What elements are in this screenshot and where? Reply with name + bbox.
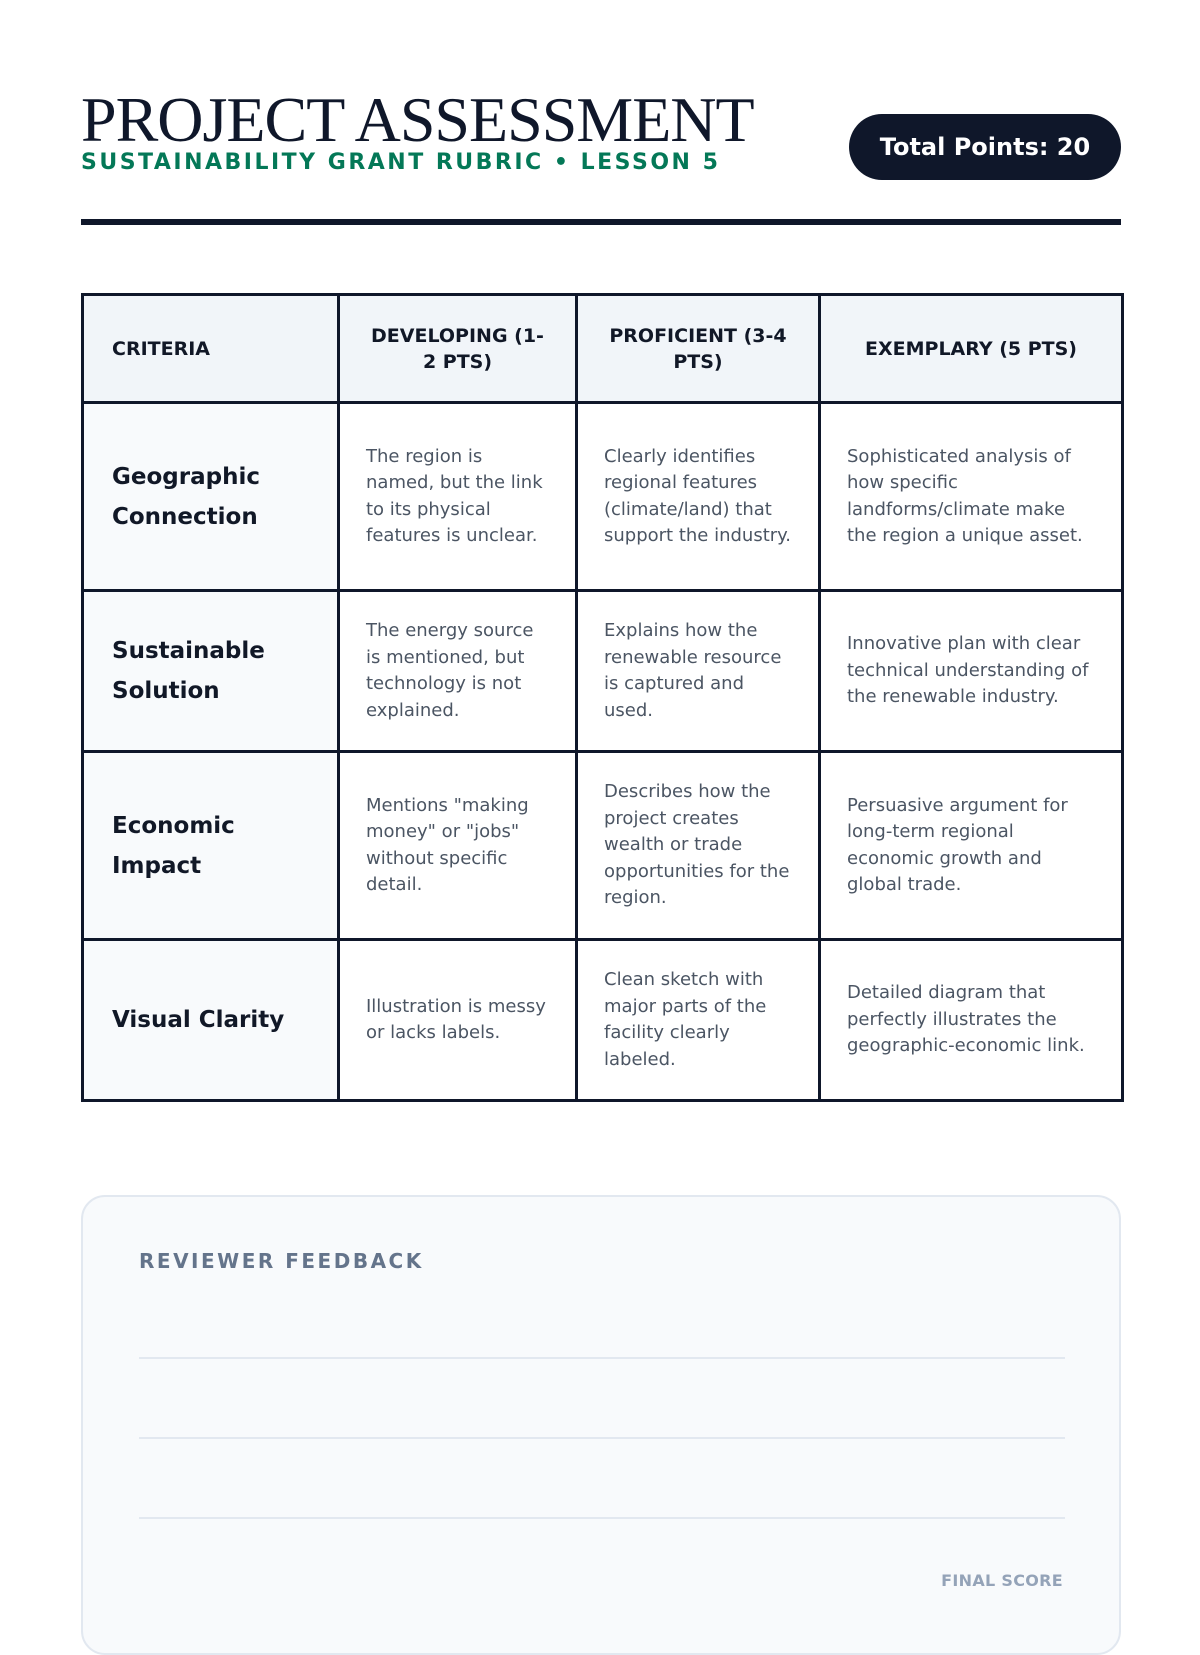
proficient-description: Explains how the renewable resource is captured and used. xyxy=(577,591,820,752)
developing-description: Mentions "making money" or "jobs" without specific detail. xyxy=(339,752,577,940)
developing-description: Illustration is messy or lacks labels. xyxy=(339,940,577,1101)
column-header-criteria: CRITERIA xyxy=(83,295,339,403)
feedback-writing-line xyxy=(139,1437,1065,1439)
rubric-header-row xyxy=(83,295,1123,403)
page-subtitle: SUSTAINABILITY GRANT RUBRIC • LESSON 5 xyxy=(81,150,721,175)
proficient-description: Describes how the project creates wealth or trade opportunities for the region. xyxy=(577,752,820,940)
header-divider xyxy=(81,219,1121,225)
feedback-writing-line xyxy=(139,1517,1065,1519)
column-header-exemplary: EXEMPLARY (5 PTS) xyxy=(820,295,1123,403)
exemplary-description: Detailed diagram that perfectly illustrates the geographic-economic link. xyxy=(820,940,1123,1101)
page-header xyxy=(81,84,1121,228)
developing-description: The energy source is mentioned, but technology is not explained. xyxy=(339,591,577,752)
rubric-row xyxy=(83,752,1123,940)
criterion-geographic-connection: Geographic Connection xyxy=(83,403,339,591)
rubric-row xyxy=(83,403,1123,591)
page-title: PROJECT ASSESSMENT xyxy=(81,84,754,155)
criterion-visual-clarity: Visual Clarity xyxy=(83,940,339,1101)
feedback-writing-line xyxy=(139,1357,1065,1359)
total-points-badge: Total Points: 20 xyxy=(849,114,1121,180)
exemplary-description: Sophisticated analysis of how specific landforms/climate make the region a unique asset. xyxy=(820,403,1123,591)
criterion-sustainable-solution: Sustainable Solution xyxy=(83,591,339,752)
rubric-row xyxy=(83,940,1123,1101)
final-score-label: FINAL SCORE xyxy=(941,1571,1063,1590)
criterion-economic-impact: Economic Impact xyxy=(83,752,339,940)
exemplary-description: Innovative plan with clear technical understanding of the renewable industry. xyxy=(820,591,1123,752)
proficient-description: Clean sketch with major parts of the facility clearly labeled. xyxy=(577,940,820,1101)
reviewer-feedback-box xyxy=(81,1195,1121,1655)
reviewer-feedback-title: REVIEWER FEEDBACK xyxy=(139,1249,424,1273)
rubric-table xyxy=(81,293,1124,1102)
proficient-description: Clearly identifies regional features (climate/land) that support the industry. xyxy=(577,403,820,591)
exemplary-description: Persuasive argument for long-term regional economic growth and global trade. xyxy=(820,752,1123,940)
column-header-developing: DEVELOPING (1-2 PTS) xyxy=(339,295,577,403)
developing-description: The region is named, but the link to its physical features is unclear. xyxy=(339,403,577,591)
column-header-proficient: PROFICIENT (3-4 PTS) xyxy=(577,295,820,403)
rubric-row xyxy=(83,591,1123,752)
